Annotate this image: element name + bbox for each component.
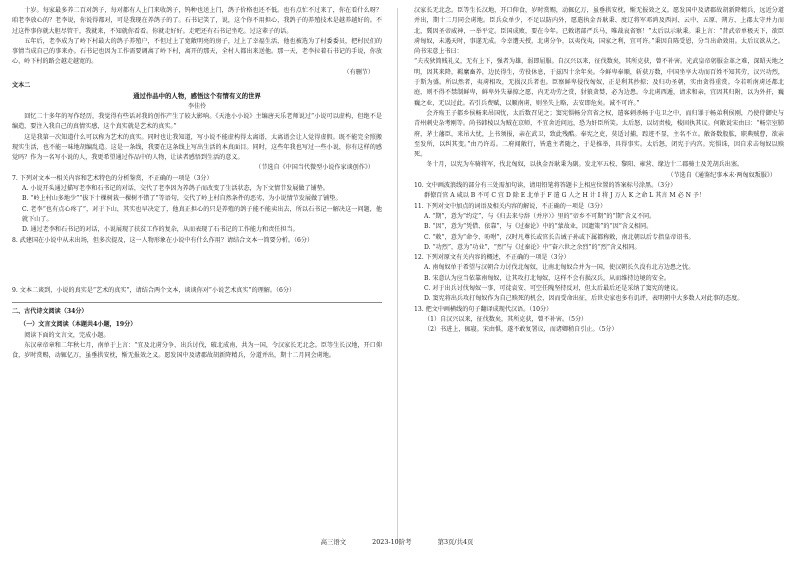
classical-passage: 冬十月，以宪为车骑将军，伐北匈奴，以执金吾耿秉为副。发北军五校、黎阳、雍营、缘边十二郡骑士及羌胡兵出塞。 xyxy=(426,161,744,169)
story-paragraph: 五年后，老李成为了岭下村最大的鸽子养殖户，不但过上了宽敞明亮的房子，过上了幸福生活，他也被选为了村委委员，把村民们的事情当成自己的事来办。石书记也因为工作需要调离了岭下村，离开的那天，全村人都出来送他。那一天，老李拉着石书记的手说，你放心，岭下村的路会越走越宽的。 xyxy=(12,37,382,66)
footer-page-number: 第3页/共4页 xyxy=(437,538,474,546)
question-11: 11. 下列对文中加点的词语及相关内容的解说，不正确的一项是（3分） xyxy=(414,202,607,210)
option-7b: B. “岭上村山多地少”“拔下十棵树栽一棵树不错了”等语句，交代了岭上村自然条件的恶劣，为小说情节发展做了铺垫。 xyxy=(22,195,342,203)
question-10-sentence: 群僚百官 A 咸以 B 不可 C 宜 D 除 E 北单于 F 遣 G 人之 H 计 I 将 J 万人 K 之命 L 其言 M 必 N 予！ xyxy=(424,192,706,200)
question-10: 10. 文中画波浪线的部分有三处需加句读，请用铅笔将答题卡上相应位置的答案标号涂黑。（3分） xyxy=(414,182,677,190)
right-column xyxy=(414,6,784,336)
option-11b: B. “因”，意为“凭借、依靠”，与《过秦论》中的“蒙故业，因遗策”的“因”含义相同。 xyxy=(424,223,653,231)
question-7: 7. 下列对文本一相关内容和艺术特色的分析鉴赏，不正确的一项是（3分） xyxy=(12,174,213,182)
source-note: （有删节） xyxy=(343,68,374,76)
text2-heading: 文本二 xyxy=(12,82,31,90)
source-note: （节选自《通鉴纪事本末·两匈奴叛服》） xyxy=(667,171,776,179)
subsection-heading: （一）文言文阅读（本题共4小题，19分） xyxy=(20,321,137,329)
option-7d: D. 通过老李和石书记的对话，小说展现了扶贫工作的复杂，从而表现了石书记的工作能力和责任担当。 xyxy=(22,226,299,234)
section-2-heading: 二、古代诗文阅读（34分） xyxy=(12,308,88,316)
source-note: （节选自《中国当代微型小说作家谈创作》） xyxy=(255,164,374,172)
footer-subject: 高三语文 xyxy=(320,538,347,546)
story-paragraph: 十岁。每家最多养二百对鸽子，每对都有人上门来收鸽子，钨种也送上门，鸽子价格也还不低。也有点忙不过来了，你在看什么呀？咱老李放心的？老李说，你说得都对，可是我现在养鸽子的了。石书记笑了，说，这个你不用担心，我鸽子的养殖技术是越养越好的。不过这件事你就大胆尽管干，我就来，不知就你看看。你就走好好。走吧还有石书记坐吃。过这辈子的话。 xyxy=(12,7,382,35)
classical-passage: “夫戎狄简贱礼义，无有上下，强者为雄，弱即屈服。自汉兴以来，征伐数矣，其所克获，曾不补害。光武皇帝躬服金革之难，深昭天地之明，因其来降，羁縻畜养，边民得生，劳役休息，于兹四十余年矣。今鲜卑奉顺，斩获万数，中国坐享大功而百姓不知其劳，汉兴功烈，于斯为盛。所以然者，夷虏相攻，无损汉兵者也。臣察鲜卑侵伐匈奴，正是利其抄掠；及归功圣朝，实由贪得重赏。今若听南虏还都北庭，则不得不禁制鲜卑，鲜卑外失暴掠之愿，内无功劳之赏，豺狼贪婪，必为边患。今北虏西遁，请求和亲，宜因其归附，以为外扞，巍巍之业，无以过此。若引兵费赋，以顺南虏，则坐失上略，去安即危矣。诚不可许。” xyxy=(414,58,784,107)
article-author: 李佳伶 xyxy=(187,102,207,110)
classical-passage: 东汉章帝章和二年秋七月，南单于上言：“宜及北虏分争，出兵讨伐，破北成南，共为一国，令汉家长无北念。臣等生长汉地，开口仰食，岁时赏赐，动辄亿万，虽垂拱安枕，惭无报效之义。愿发国中及诸郡故胡新降精兵，分道并出，期十二月同会虏地。 xyxy=(12,342,382,360)
option-11d: D. “功烈”，意为“功业”，“烈”与《过秦论》中“奋六世之余烈”的“烈”含义相同。 xyxy=(424,243,641,251)
option-12d: D. 窦宪将出兵攻打匈奴作为自己赎死的机会，因而受命出征，后世史家也多有讥评，表明朝中大多数人对此事的态度。 xyxy=(424,295,744,303)
article-title: 通过作品中的人物，感悟这个有情有义的世界 xyxy=(133,92,261,101)
column-divider xyxy=(397,8,398,543)
section-divider xyxy=(12,302,382,303)
option-12c: C. 对于出兵讨伐匈奴一事，可徒袁安、可空任隗坚持反对，但太后最后还是采纳了窦宪的建议。 xyxy=(424,285,683,293)
answer-space xyxy=(12,246,382,286)
option-12a: A. 南匈奴单于希望与汉朝合力讨伐北匈奴，让南北匈奴合并为一国，使汉朝长久没有北方边患之忧。 xyxy=(424,264,695,272)
question-13-part1: （1）自汉兴以来，征伐数矣，其所克获，曾不补害。（5分） xyxy=(424,315,588,323)
question-13-part2: （2）书进上，辄寝。宋由惧，遂不敢复署议，而诸卿稍自引止。（5分） xyxy=(424,326,618,334)
article-paragraph: 这是我第一次知道什么可以称为艺术的真实。同时也让我知道，写小说不能虚构得太离谱，太离谱会让人觉得虚假。既不能完全照搬现实生活，也不能一味地胡编乱造。这是一条线，我要在这条线上写出生活的本真面目。同时，这些年我也写过一些小说，你有这样的感觉吗？作为一名写小说的人，我更希望通过作品中的人物，让读者感悟到生活的意义。 xyxy=(12,133,382,162)
footer-exam: 2023-10阶考 xyxy=(372,538,412,546)
article-paragraph: 回忆二十多年的写作经历，我觉得有些话对我的创作产生了较大影响。《天池小小说》主编唐天乐老师说过“小说可以虚构，但绝不是编造，要注入我自己的真情实感，这个真实就是艺术的真实。” xyxy=(12,112,382,131)
page-footer xyxy=(0,537,794,546)
option-12b: B. 宋意认为应当依靠南匈奴，让其攻打北匈奴，这样不会有损汉兵，从而维持边境的安全。 xyxy=(424,274,671,282)
question-12: 12. 下列对原文有关内容的概述，不正确的一项是（3分） xyxy=(414,254,570,262)
reading-instruction: 阅读下面的文言文，完成小题。 xyxy=(24,331,110,339)
left-column xyxy=(12,6,382,362)
question-8: 8. 武建国在小说中从未出场，但多次提及，这一人物形象在小说中有什么作用？请结合文本一简要分析。（6分） xyxy=(12,236,314,244)
option-7a: A. 小说开头通过描写老李和石书记的对话，交代了老李因为养鸽子而改变了生活状态，为下文情节发展做了铺垫。 xyxy=(22,185,329,193)
question-13: 13. 把文中画横线的句子翻译成现代汉语。（10分） xyxy=(414,305,553,313)
option-11a: A. “期”，意为“约定”，与《归去来兮辞（并序）》里的“帝乡不可期”的“期”含义不同。 xyxy=(424,212,656,220)
option-11c: C. “敕”，意为“命令、吩咐”，汉时凡尊长或官长告诫子孙或下属都称敕，南北朝以后专指皇帝诏书。 xyxy=(424,233,695,241)
classical-passage: 会齐殇王子都乡侯畅来吊国忧，太后数召见之；窦宪惧畅分宫省之权，遣客刺杀畅于屯卫之中，而归罪于畅弟利侯刚，乃使侍御史与青州刺史杂考刚等。尚书韩棱以为贼在京师，不宜舍近问远，恐为奸臣所笑。太后怒，以切责棱，棱固执其议。何敞说宋由曰：“畅宗室肺府，茅土藩臣，来吊大忧，上书须报，亲在武卫，致此残酷。奉宪之吏，莫适讨捕，踪迹不显，主名不立。敞备数股肱，职典贼曹，欲亲至发所，以纠其变。”由乃许焉。二府闻敞行，皆遣主者随之，于是推举，具得事实。太后怒，闭宪于内宫。宪惧诛，因自求击匈奴以赎死。 xyxy=(414,109,784,159)
question-9: 9. 文本二谈到，小说的真实是“艺术的真实”，请结合两个文本，谈谈你对“小说艺术真实”的理解。（6分） xyxy=(12,286,296,294)
classical-passage: 汉家长无北念。臣等生长汉地，开口仰食，岁时赏赐，动辄亿万，虽垂拱安枕，惭无报效之义。愿发国中及诸郡故胡新降精兵，远近分道并出，期十二月同会虏地。臣兵众单少，不足以防内外，愿遣执金吾耿秉、度辽将军邓鸿及西河、云中、五原、朔方、上郡太守并力而北，冀因圣帝威神，一举平定。臣国成败，要在今年。已敕诸部严兵马，唯裁哀省察！”太后以示耿秉。秉上言：“昔武帝单极天下，欲臣虏匈奴，未遇天时，事遂无成。今幸遭天授，北虏分争，以夷伐夷，国家之利，宜可许。”秉因自陈受恩，分当出命效用。太后议欲从之。尚书宋意上书曰： xyxy=(414,7,784,56)
option-7c: C. 老李“也有点心疼了”，对于下山，其实也早决定了，他真正担心的只是养殖的鸽子能不能卖出去，所以石书记一解决这一问题，他就下山了。 xyxy=(22,205,382,223)
